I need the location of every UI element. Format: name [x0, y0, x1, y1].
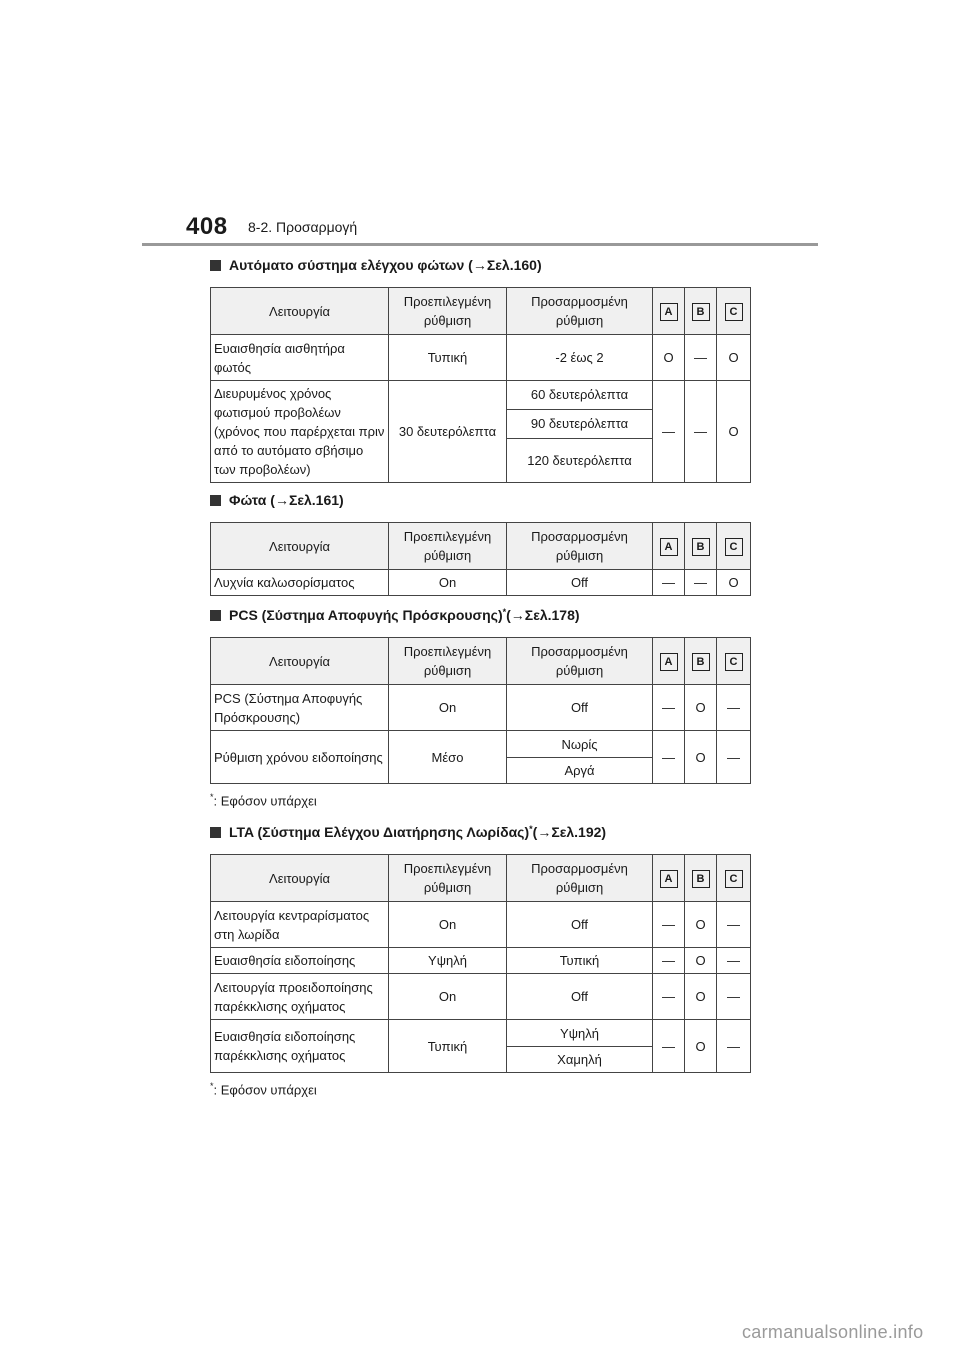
badge-a-icon: A [660, 870, 678, 888]
table-row: PCS (Σύστημα Αποφυγής Πρόσκρουσης) On Off — O — [211, 685, 751, 731]
section-title-lights: Φώτα ( → Σελ.161) [210, 492, 770, 516]
badge-c-icon: C [725, 653, 743, 671]
chapter-title: 8-2. Προσαρμογή [248, 219, 358, 235]
arrow-icon: → [510, 607, 525, 623]
settings-table-pcs [210, 637, 751, 784]
badge-b-icon: B [692, 653, 710, 671]
col-custom: Προσαρμοσμένη ρύθμιση [507, 288, 653, 335]
table-row: 120 δευτερόλεπτα [211, 438, 751, 482]
badge-c-icon: C [725, 303, 743, 321]
arrow-icon: → [537, 824, 552, 840]
badge-c-icon: C [725, 870, 743, 888]
col-function: Λειτουργία [211, 288, 389, 335]
watermark-link[interactable]: carmanualsonline.info [742, 1322, 924, 1342]
section-pcs [210, 607, 770, 808]
settings-table-lights [210, 522, 751, 596]
footnote-marker: * [529, 824, 533, 834]
square-bullet-icon [210, 827, 221, 838]
badge-c-icon: C [725, 538, 743, 556]
badge-b-icon: B [692, 538, 710, 556]
section-title-auto-lights: Αυτόματο σύστημα ελέγχου φώτων ( → Σελ.160) [210, 257, 770, 281]
badge-b-icon: B [692, 303, 710, 321]
square-bullet-icon [210, 495, 221, 506]
table-row: Ευαισθησία αισθητήρα φωτός Τυπική -2 έως 2 O — O [211, 335, 751, 381]
footnote: *: Εφόσον υπάρχει [210, 792, 317, 809]
table-row: 90 δευτερόλεπτα [211, 409, 751, 438]
square-bullet-icon [210, 260, 221, 271]
table-row: Λυχνία καλωσορίσματος On Off — — O [211, 570, 751, 596]
table-header-row: Λειτουργία Προεπιλεγμένη ρύθμιση Προσαρμοσμένη ρύθμιση A B C [211, 855, 751, 902]
arrow-icon: → [472, 257, 487, 273]
page-ref-link[interactable]: Σελ.192) [551, 824, 607, 840]
badge-a-icon: A [660, 303, 678, 321]
table-header-row: Λειτουργία Προεπιλεγμένη ρύθμιση Προσαρμοσμένη ρύθμιση A B C [211, 523, 751, 570]
section-title-pcs: PCS (Σύστημα Αποφυγής Πρόσκρουσης) * ( → Σελ.178) [210, 607, 770, 631]
table-row: Χαμηλή [211, 1047, 751, 1073]
table-header-row [211, 288, 751, 335]
section-lta [210, 824, 770, 1097]
page-ref-link[interactable]: Σελ.178) [524, 607, 580, 623]
page-number: 408 [186, 213, 228, 240]
badge-a-icon: A [660, 653, 678, 671]
table-row: Ευαισθησία ειδοποίησης Υψηλή Τυπική — O — [211, 948, 751, 974]
section-title-lta: LTA (Σύστημα Ελέγχου Διατήρησης Λωρίδας) * ( → Σελ.192) [210, 824, 770, 848]
section-auto-lights [210, 257, 770, 483]
badge-b-icon: B [692, 870, 710, 888]
table-header-row: Λειτουργία Προεπιλεγμένη ρύθμιση Προσαρμοσμένη ρύθμιση A B C [211, 638, 751, 685]
table-row: Ρύθμιση χρόνου ειδοποίησης Μέσο Νωρίς — O — [211, 731, 751, 758]
settings-table-lta [210, 854, 751, 1073]
table-row: Ευαισθησία ειδοποίησης παρέκκλισης οχήματος Τυπική Υψηλή — O — [211, 1020, 751, 1047]
table-row: Διευρυμένος χρόνος φωτισμού προβολέων (χρόνος που παρέρχεται πριν από το αυτόματο σβήσιμο των προβολέων) 30 δευτερόλεπτα 60 δευτερόλεπτα — — O [211, 381, 751, 410]
col-default: Προεπιλεγμένη ρύθμιση [389, 288, 507, 335]
square-bullet-icon [210, 610, 221, 621]
page-ref-link[interactable]: Σελ.160) [486, 257, 542, 273]
settings-table-auto-lights [210, 287, 751, 483]
badge-a-icon: A [660, 538, 678, 556]
table-row: Λειτουργία κεντραρίσματος στη λωρίδα On Off — O — [211, 902, 751, 948]
page-ref-link[interactable]: Σελ.161) [288, 492, 344, 508]
arrow-icon: → [274, 492, 289, 508]
footnote: *: Εφόσον υπάρχει [210, 1081, 317, 1098]
header-rule [142, 243, 818, 246]
section-lights [210, 492, 770, 596]
table-row: Αργά [211, 758, 751, 784]
footnote-marker: * [502, 607, 507, 617]
table-row: Λειτουργία προειδοποίησης παρέκκλισης οχήματος On Off — O — [211, 974, 751, 1020]
